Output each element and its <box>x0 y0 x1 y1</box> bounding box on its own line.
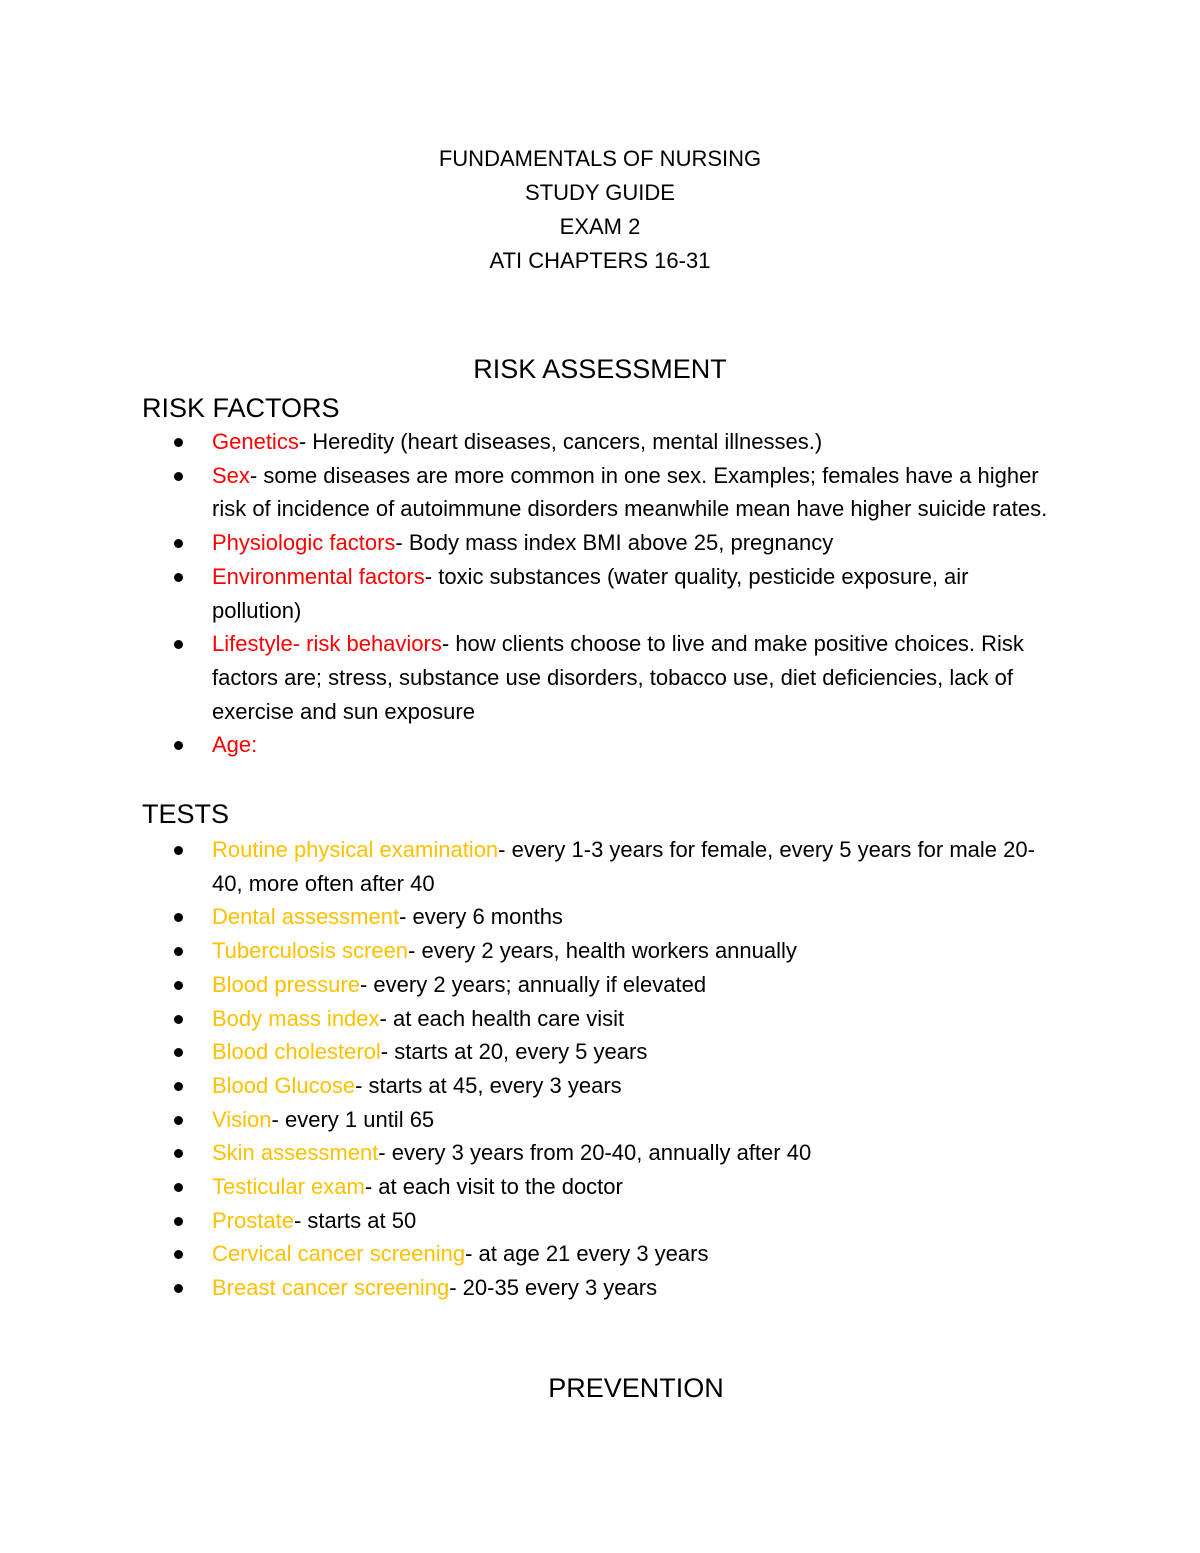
list-item-text: - starts at 45, every 3 years <box>355 1072 622 1098</box>
list-item-term: Testicular exam <box>212 1174 365 1200</box>
list-item-term: Body mass index <box>212 1005 380 1031</box>
list-item-text: - 20-35 every 3 years <box>449 1275 658 1301</box>
list-item-term: Routine physical examination <box>212 837 499 862</box>
list-item <box>0 1103 1062 1137</box>
subheading-risk-factors: RISK FACTORS <box>142 393 340 423</box>
list-item-term: Blood Glucose <box>212 1072 356 1098</box>
list-item-term: Skin assessment <box>212 1140 379 1166</box>
list-item-term: Vision <box>212 1106 272 1132</box>
list-item-text: - every 3 years from 20-40, annually after 40 <box>378 1140 812 1166</box>
list-item <box>0 1035 1062 1069</box>
list-item-text: - at age 21 every 3 years <box>465 1241 709 1267</box>
bullet-icon <box>174 1048 183 1057</box>
list-item-term: Lifestyle- risk behaviors <box>212 631 442 657</box>
list-item-term: Breast cancer screening <box>212 1275 450 1301</box>
bullet-icon <box>174 472 183 481</box>
list-item <box>0 1237 1062 1271</box>
list-item <box>0 459 1062 526</box>
list-item <box>0 526 1062 560</box>
list-item-term: Blood cholesterol <box>212 1039 381 1065</box>
bullet-icon <box>174 913 183 922</box>
list-item-text: - Body mass index BMI above 25, pregnancy <box>395 530 834 556</box>
list-item-term: Genetics <box>212 429 299 454</box>
list-item-text: - at each visit to the doctor <box>364 1174 623 1200</box>
list-item <box>0 1002 1062 1036</box>
bullet-icon <box>174 947 183 956</box>
list-item-text: - starts at 50 <box>293 1207 417 1233</box>
bullet-icon <box>174 438 183 447</box>
list-item <box>0 560 1062 627</box>
list-item <box>0 900 1062 934</box>
list-item-term: Cervical cancer screening <box>212 1241 466 1267</box>
section-title-prevention: PREVENTION <box>548 1373 724 1403</box>
list-item-text: - at each health care visit <box>379 1005 625 1031</box>
list-item <box>0 1136 1062 1170</box>
list-item-term: Blood pressure <box>212 971 360 997</box>
bullet-icon <box>174 1082 183 1091</box>
list-item-text: - starts at 20, every 5 years <box>380 1039 648 1065</box>
list-item <box>0 968 1062 1002</box>
bullet-icon <box>174 1250 183 1259</box>
list-item <box>0 425 1062 459</box>
bullet-icon <box>174 981 183 990</box>
subheading-tests: TESTS <box>142 799 230 829</box>
doc-title: FUNDAMENTALS OF NURSING <box>438 146 762 171</box>
bullet-icon <box>174 640 183 649</box>
bullet-icon <box>174 1116 183 1125</box>
list-item-text: - how clients choose to live and make positive choices. Risk factors are; stress, substance use disorders, tobacco use, diet deficiencies, lack of exercise and sun exposure <box>212 631 1024 724</box>
bullet-icon <box>174 573 183 582</box>
tests-list <box>0 833 1200 1305</box>
list-item-term: Tuberculosis screen <box>212 938 409 964</box>
list-item-text: - every 6 months <box>399 904 563 930</box>
list-item <box>0 833 1062 900</box>
list-item-text: - Heredity (heart diseases, cancers, mental illnesses.) <box>298 429 823 454</box>
list-item-text: - toxic substances (water quality, pesticide exposure, air pollution) <box>212 563 969 623</box>
list-item-text: - every 1-3 years for female, every 5 years for male 20-40, more often after 40 <box>212 837 1035 896</box>
bullet-icon <box>174 846 183 855</box>
list-item-term: Prostate <box>212 1207 294 1233</box>
list-item <box>0 1170 1062 1204</box>
list-item <box>0 627 1062 728</box>
list-item-term: Sex <box>212 462 250 488</box>
list-item <box>0 934 1062 968</box>
doc-chapters-label: ATI CHAPTERS 16-31 <box>489 248 711 273</box>
list-item-text: - every 2 years, health workers annually <box>408 938 797 964</box>
doc-subtitle: STUDY GUIDE <box>525 180 675 205</box>
bullet-icon <box>174 1015 183 1024</box>
list-item <box>0 1069 1062 1103</box>
list-item-term: Environmental factors <box>212 563 425 589</box>
doc-exam-label: EXAM 2 <box>559 214 641 239</box>
bullet-icon <box>174 1284 183 1293</box>
list-item-text: - every 1 until 65 <box>271 1106 435 1132</box>
list-item <box>0 1204 1062 1238</box>
list-item-text: - every 2 years; annually if elevated <box>359 971 707 997</box>
list-item-term: Physiologic factors <box>212 530 396 556</box>
risk-factors-list <box>0 425 1200 762</box>
list-item <box>0 728 1062 762</box>
bullet-icon <box>174 539 183 548</box>
list-item-term: Age: <box>212 732 258 758</box>
bullet-icon <box>174 1217 183 1226</box>
bullet-icon <box>174 1149 183 1158</box>
bullet-icon <box>174 1183 183 1192</box>
section-title-risk-assessment: RISK ASSESSMENT <box>473 354 727 384</box>
list-item-text: - some diseases are more common in one sex. Examples; females have a higher risk of incidence of autoimmune disorders meanwhile mean have higher suicide rates. <box>212 462 1048 522</box>
bullet-icon <box>174 741 183 750</box>
list-item-term: Dental assessment <box>212 904 400 930</box>
list-item <box>0 1271 1062 1305</box>
